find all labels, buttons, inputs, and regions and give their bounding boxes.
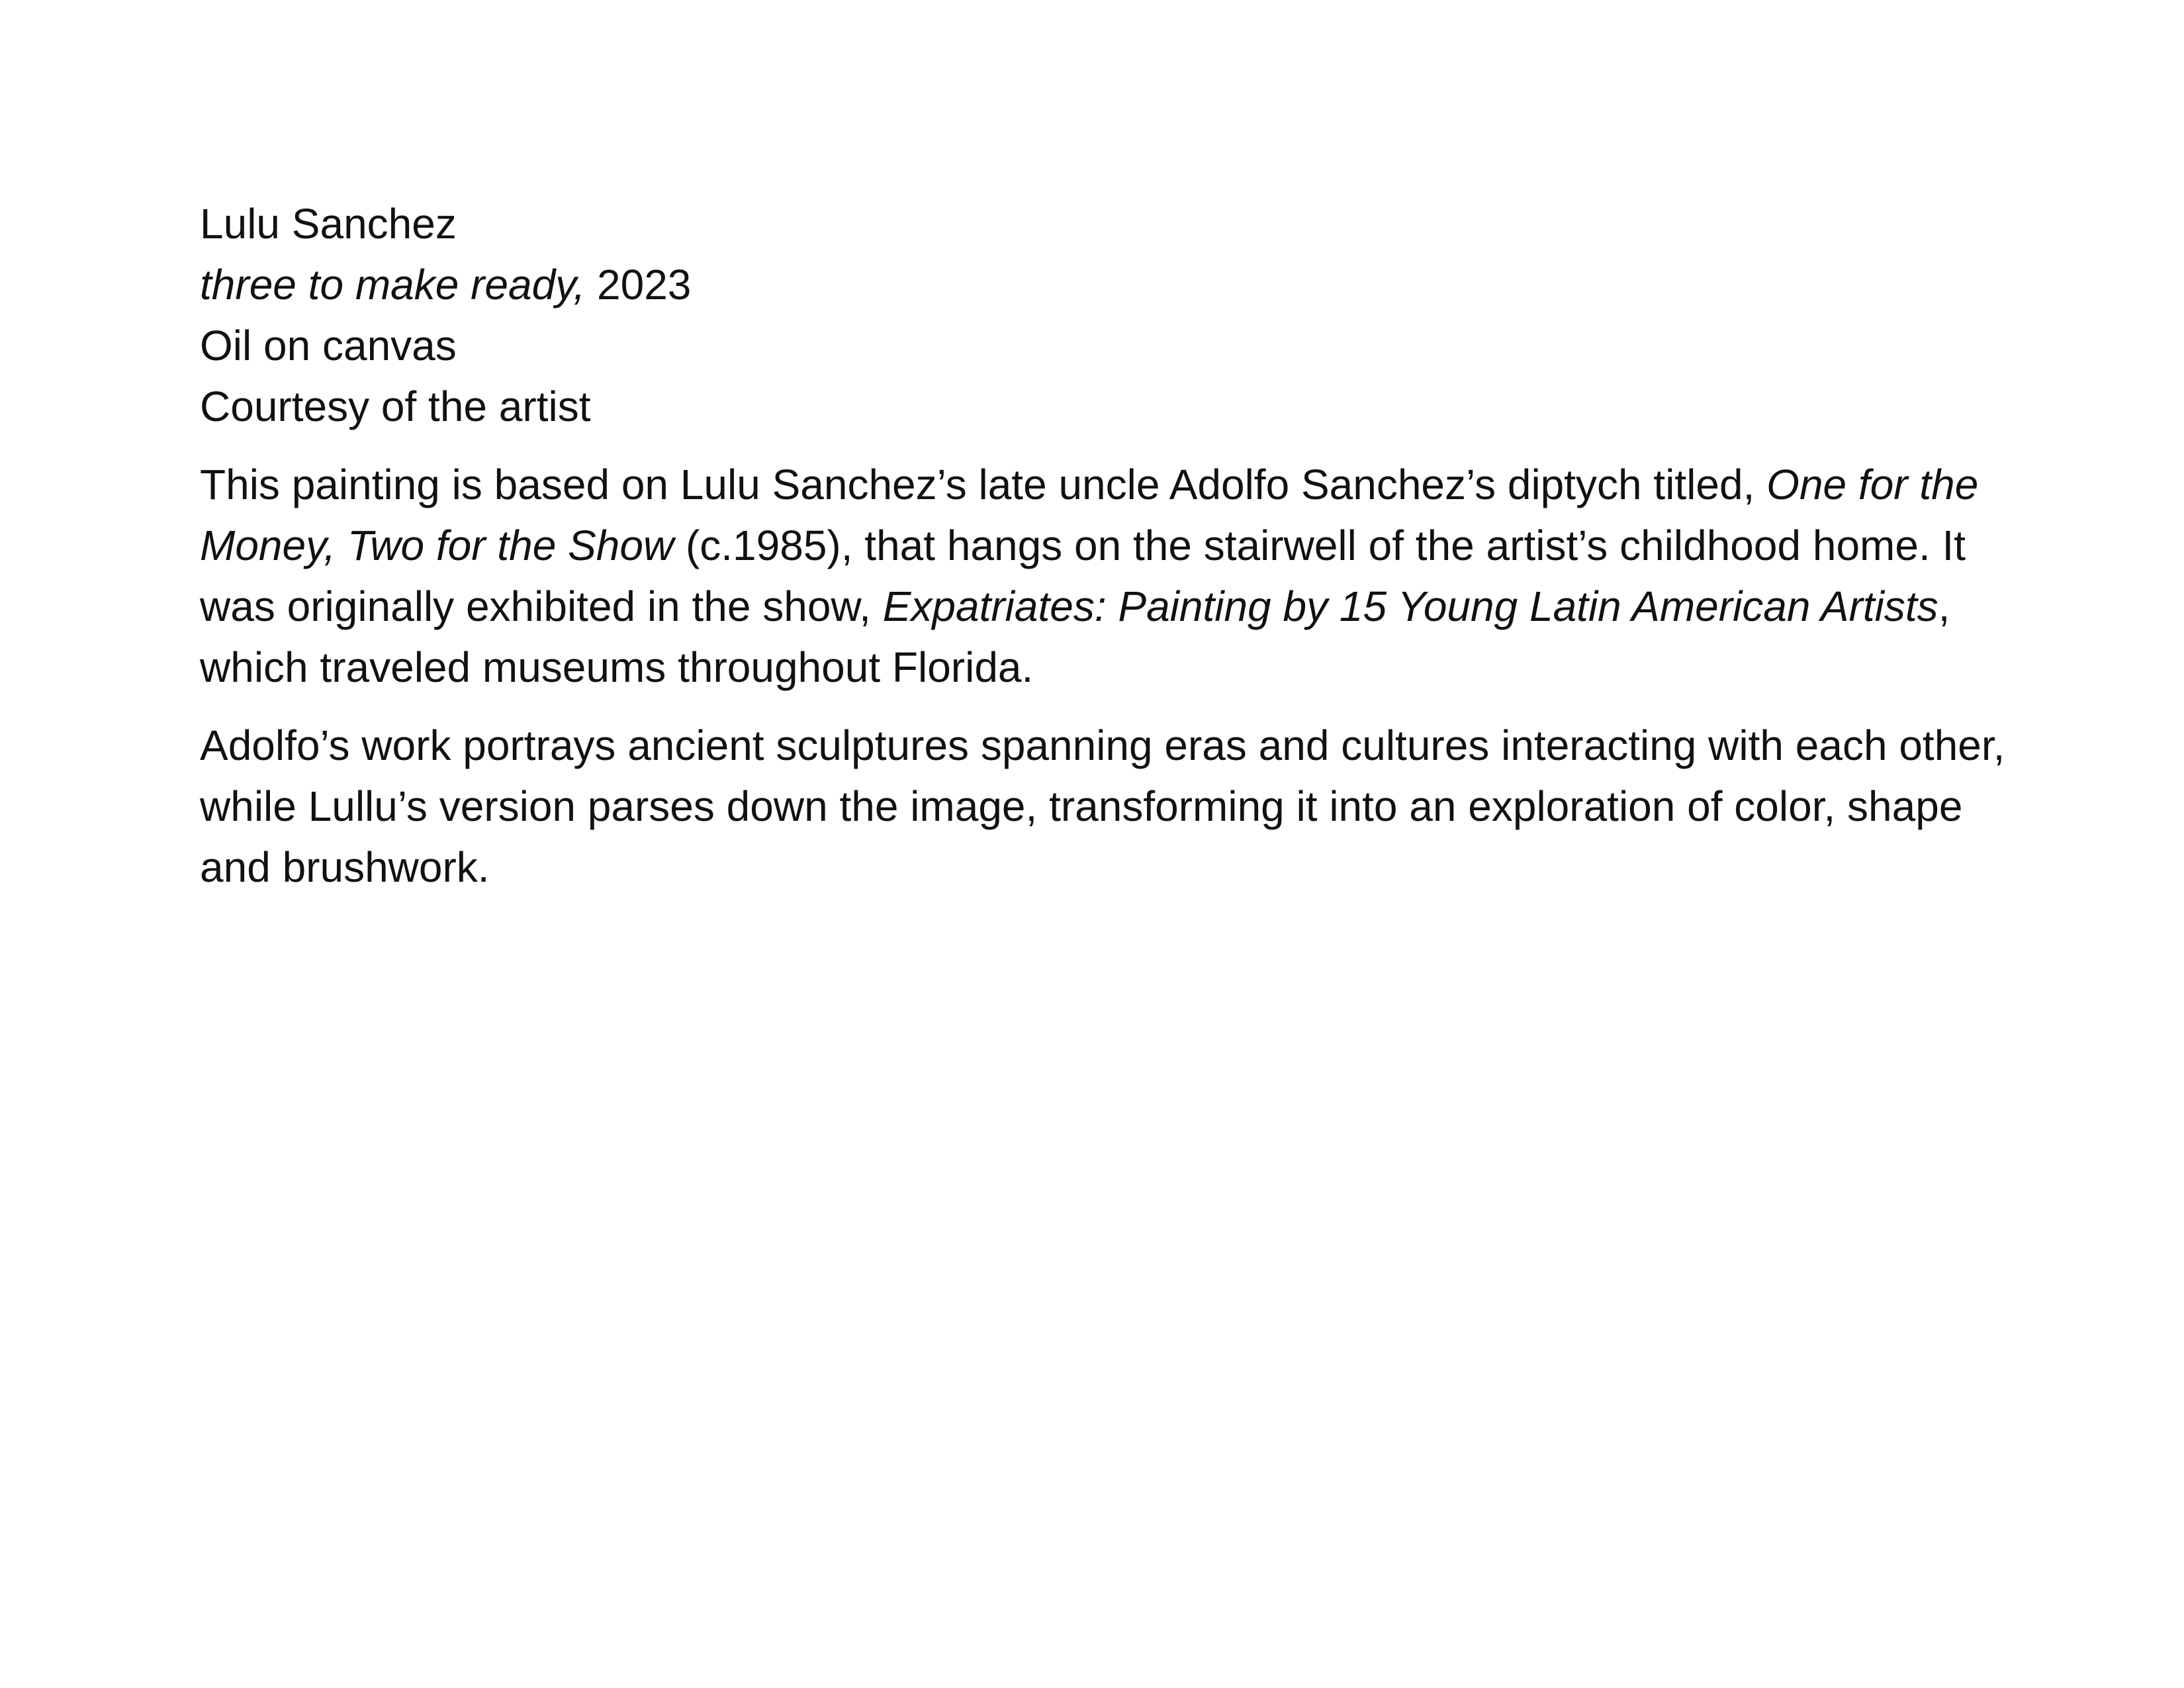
artwork-title-line — [200, 254, 2026, 315]
wall-label — [200, 193, 2026, 915]
artwork-credit: Courtesy of the artist — [200, 383, 591, 430]
paragraph-1-text-c: , which traveled museums throughout Florida. — [200, 583, 1950, 691]
artist-name: Lulu Sanchez — [200, 200, 457, 248]
paragraph-1-text-a: This painting is based on Lulu Sanchez’s late uncle Adolfo Sanchez’s diptych titled, — [200, 461, 1755, 508]
artwork-title: three to make ready, — [200, 261, 586, 308]
referenced-work-title: One for the Money, Two for the Show — [200, 461, 1979, 569]
exhibition-title: Expatriates: Painting by 15 Young Latin American Artists — [882, 583, 1938, 630]
description-paragraph-1 — [200, 454, 2026, 698]
artwork-medium: Oil on canvas — [200, 322, 457, 369]
artwork-year: 2023 — [597, 261, 692, 308]
description-paragraph-2: Adolfo’s work portrays ancient sculptures spanning eras and cultures interacting with each other, while Lullu’s version parses down the image, transforming it into an exploration of color, shape and brushwork. — [200, 722, 2005, 891]
paragraph-1-text-b: (c.1985), that hangs on the stairwell of the artist’s childhood home. It was originally exhibited in the show, — [200, 522, 1966, 630]
tombstone — [200, 193, 2026, 437]
